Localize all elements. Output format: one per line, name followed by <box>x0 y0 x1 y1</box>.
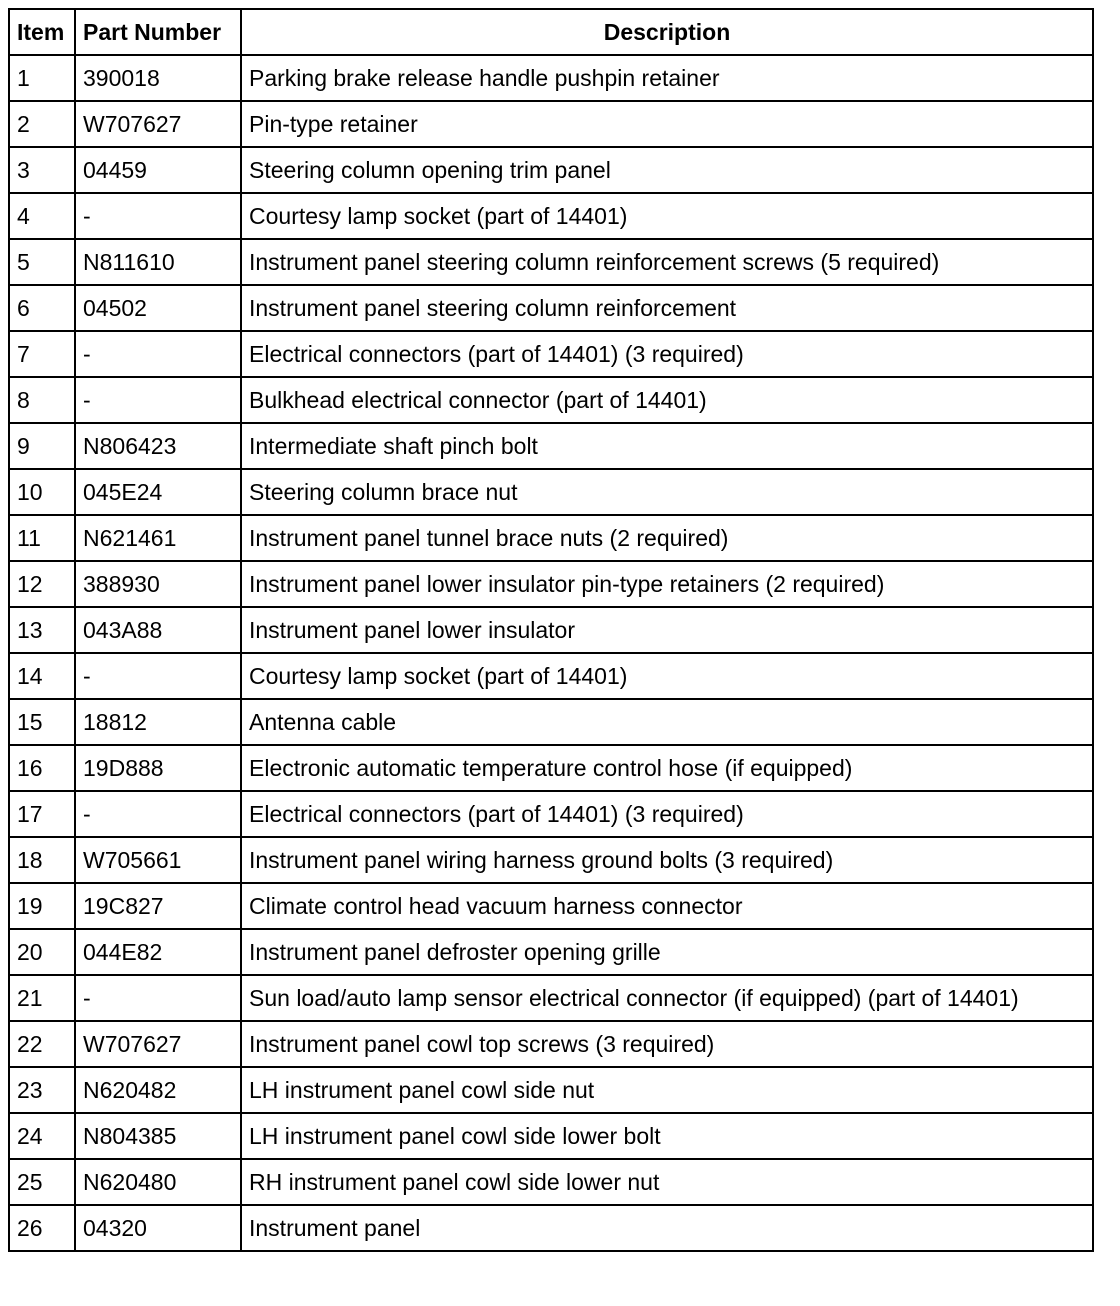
cell-part-number: 04459 <box>75 147 241 193</box>
cell-part-number: N620482 <box>75 1067 241 1113</box>
cell-description: Steering column brace nut <box>241 469 1093 515</box>
table-row <box>9 423 1093 469</box>
parts-table <box>8 8 1094 1252</box>
table-row <box>9 331 1093 377</box>
table-row <box>9 469 1093 515</box>
cell-part-number: - <box>75 975 241 1021</box>
cell-item: 22 <box>9 1021 75 1067</box>
cell-description: LH instrument panel cowl side lower bolt <box>241 1113 1093 1159</box>
header-item: Item <box>9 9 75 55</box>
table-row <box>9 929 1093 975</box>
cell-part-number: N621461 <box>75 515 241 561</box>
header-part-number: Part Number <box>75 9 241 55</box>
table-row <box>9 285 1093 331</box>
cell-description: Electrical connectors (part of 14401) (3 required) <box>241 331 1093 377</box>
table-row <box>9 1205 1093 1251</box>
cell-item: 17 <box>9 791 75 837</box>
cell-description: Instrument panel defroster opening grille <box>241 929 1093 975</box>
cell-description: Climate control head vacuum harness connector <box>241 883 1093 929</box>
cell-part-number: 19C827 <box>75 883 241 929</box>
cell-item: 2 <box>9 101 75 147</box>
cell-description: Instrument panel steering column reinforcement screws (5 required) <box>241 239 1093 285</box>
cell-part-number: N811610 <box>75 239 241 285</box>
cell-item: 20 <box>9 929 75 975</box>
cell-description: Courtesy lamp socket (part of 14401) <box>241 193 1093 239</box>
cell-description: Instrument panel lower insulator <box>241 607 1093 653</box>
table-row <box>9 699 1093 745</box>
cell-description: Instrument panel tunnel brace nuts (2 required) <box>241 515 1093 561</box>
cell-part-number: W707627 <box>75 101 241 147</box>
table-row <box>9 193 1093 239</box>
cell-item: 4 <box>9 193 75 239</box>
header-description: Description <box>241 9 1093 55</box>
cell-part-number: W707627 <box>75 1021 241 1067</box>
table-row <box>9 561 1093 607</box>
table-row <box>9 377 1093 423</box>
cell-item: 8 <box>9 377 75 423</box>
table-header <box>9 9 1093 55</box>
cell-description: RH instrument panel cowl side lower nut <box>241 1159 1093 1205</box>
cell-part-number: 388930 <box>75 561 241 607</box>
cell-description: LH instrument panel cowl side nut <box>241 1067 1093 1113</box>
table-row <box>9 975 1093 1021</box>
cell-description: Steering column opening trim panel <box>241 147 1093 193</box>
cell-description: Intermediate shaft pinch bolt <box>241 423 1093 469</box>
cell-part-number: - <box>75 331 241 377</box>
cell-part-number: - <box>75 377 241 423</box>
table-row <box>9 837 1093 883</box>
table-row <box>9 239 1093 285</box>
table-row <box>9 791 1093 837</box>
cell-description: Instrument panel steering column reinforcement <box>241 285 1093 331</box>
cell-item: 1 <box>9 55 75 101</box>
table-row <box>9 147 1093 193</box>
cell-item: 12 <box>9 561 75 607</box>
cell-description: Parking brake release handle pushpin retainer <box>241 55 1093 101</box>
cell-part-number: - <box>75 653 241 699</box>
cell-part-number: - <box>75 193 241 239</box>
cell-description: Sun load/auto lamp sensor electrical connector (if equipped) (part of 14401) <box>241 975 1093 1021</box>
cell-item: 14 <box>9 653 75 699</box>
cell-part-number: 19D888 <box>75 745 241 791</box>
cell-description: Instrument panel wiring harness ground bolts (3 required) <box>241 837 1093 883</box>
cell-part-number: N620480 <box>75 1159 241 1205</box>
header-row <box>9 9 1093 55</box>
cell-part-number: 043A88 <box>75 607 241 653</box>
table-body <box>9 55 1093 1251</box>
table-row <box>9 745 1093 791</box>
table-row <box>9 1159 1093 1205</box>
cell-item: 10 <box>9 469 75 515</box>
cell-part-number: N806423 <box>75 423 241 469</box>
table-row <box>9 607 1093 653</box>
cell-item: 5 <box>9 239 75 285</box>
cell-part-number: 04320 <box>75 1205 241 1251</box>
cell-part-number: N804385 <box>75 1113 241 1159</box>
cell-item: 9 <box>9 423 75 469</box>
cell-part-number: 04502 <box>75 285 241 331</box>
table-row <box>9 1067 1093 1113</box>
table-row <box>9 1113 1093 1159</box>
table-row <box>9 883 1093 929</box>
cell-item: 15 <box>9 699 75 745</box>
table-row <box>9 515 1093 561</box>
cell-item: 3 <box>9 147 75 193</box>
cell-item: 13 <box>9 607 75 653</box>
cell-item: 24 <box>9 1113 75 1159</box>
cell-description: Antenna cable <box>241 699 1093 745</box>
cell-item: 6 <box>9 285 75 331</box>
cell-item: 23 <box>9 1067 75 1113</box>
cell-description: Electronic automatic temperature control hose (if equipped) <box>241 745 1093 791</box>
cell-description: Instrument panel <box>241 1205 1093 1251</box>
cell-description: Bulkhead electrical connector (part of 14401) <box>241 377 1093 423</box>
cell-description: Instrument panel cowl top screws (3 required) <box>241 1021 1093 1067</box>
table-row <box>9 55 1093 101</box>
table-row <box>9 653 1093 699</box>
cell-item: 11 <box>9 515 75 561</box>
cell-item: 7 <box>9 331 75 377</box>
cell-item: 25 <box>9 1159 75 1205</box>
cell-description: Pin-type retainer <box>241 101 1093 147</box>
cell-part-number: - <box>75 791 241 837</box>
cell-part-number: W705661 <box>75 837 241 883</box>
cell-part-number: 045E24 <box>75 469 241 515</box>
cell-item: 16 <box>9 745 75 791</box>
cell-item: 19 <box>9 883 75 929</box>
cell-description: Courtesy lamp socket (part of 14401) <box>241 653 1093 699</box>
table-row <box>9 101 1093 147</box>
cell-description: Instrument panel lower insulator pin-type retainers (2 required) <box>241 561 1093 607</box>
cell-part-number: 044E82 <box>75 929 241 975</box>
cell-part-number: 18812 <box>75 699 241 745</box>
cell-item: 21 <box>9 975 75 1021</box>
cell-item: 26 <box>9 1205 75 1251</box>
cell-part-number: 390018 <box>75 55 241 101</box>
cell-item: 18 <box>9 837 75 883</box>
cell-description: Electrical connectors (part of 14401) (3 required) <box>241 791 1093 837</box>
table-row <box>9 1021 1093 1067</box>
